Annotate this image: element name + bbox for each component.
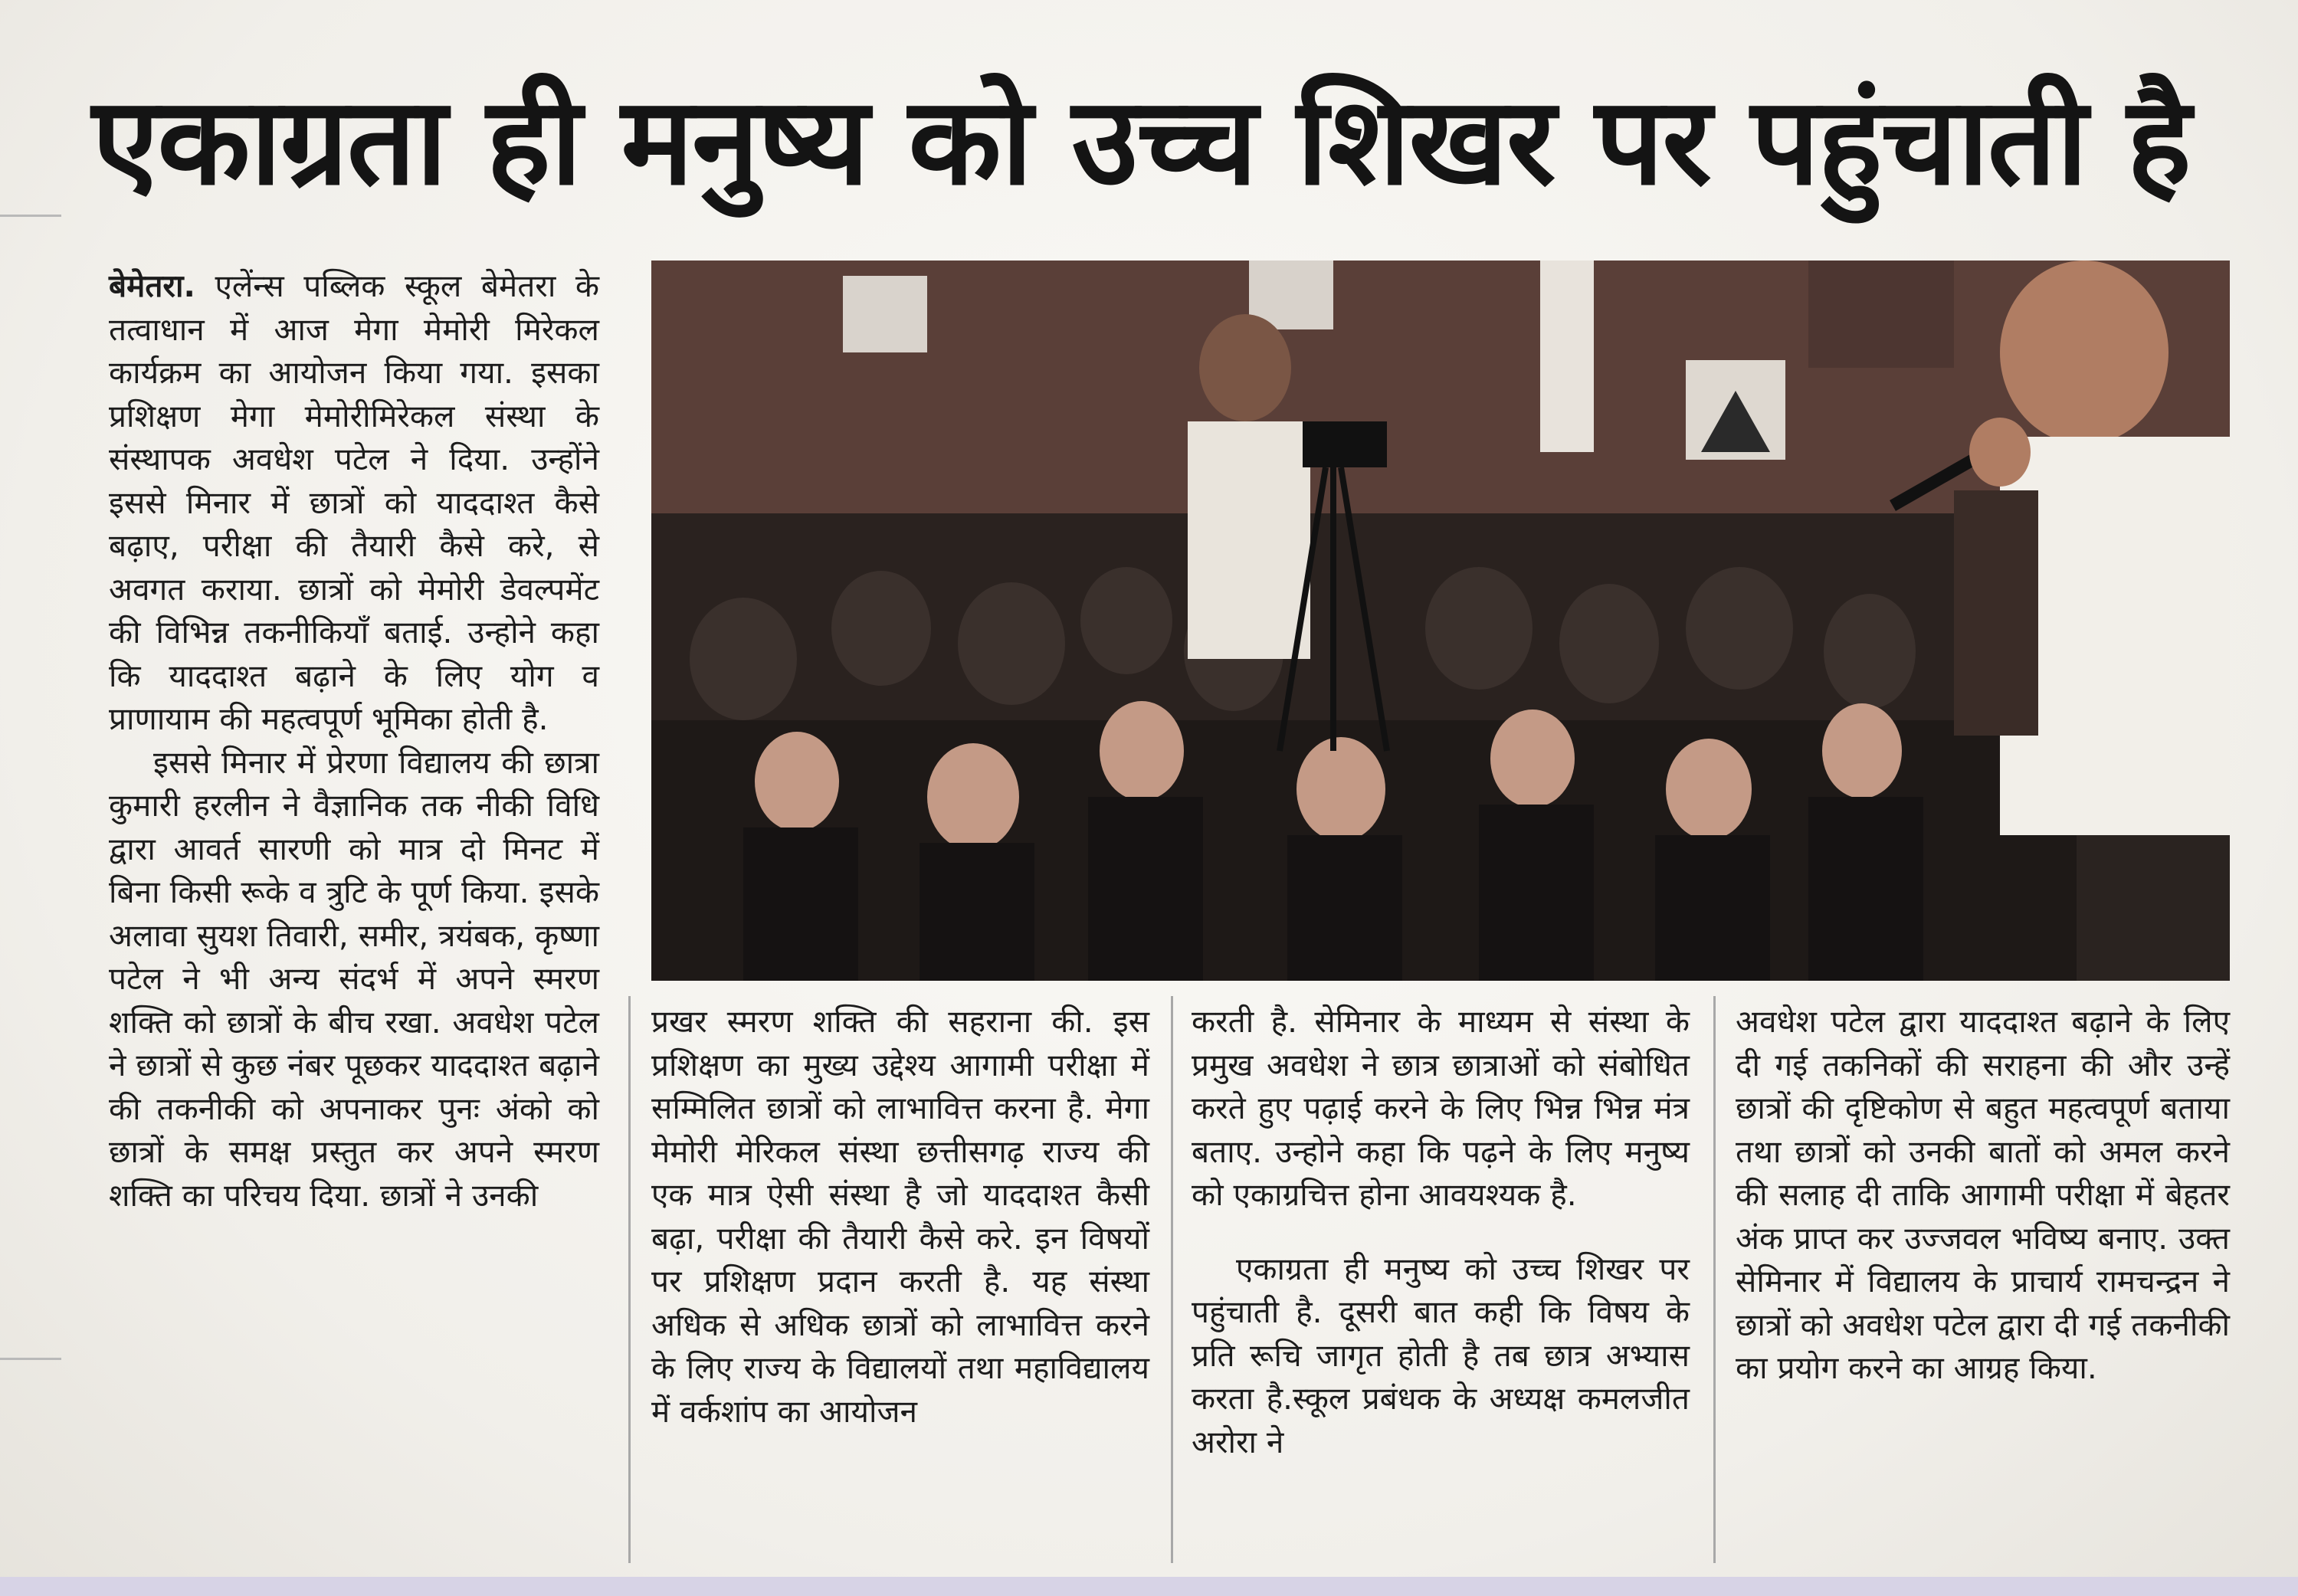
- headline: एकाग्रता ही मनुष्य को उच्च शिखर पर पहुंचाती है: [92, 71, 2190, 212]
- article-column-2: [651, 1000, 1149, 1567]
- column-rule: [1171, 996, 1173, 1563]
- paragraph-6: अवधेश पटेल द्वारा याददाश्त बढ़ाने के लिए दी गई तकनिकों की सराहना की और उन्हें छात्रों की दृष्टिकोण से बहुत महत्वपूर्ण बताया तथा छात्रों को उनकी बातों को अमल करने की सलाह दी ताकि आगामी परीक्षा में बेहतर अंक प्राप्त कर उज्जवल भविष्य बनाए. उक्त सेमिनार में विद्यालय के प्राचार्य रामचन्द्रन ने छात्रों को अवधेश पटेल द्वारा दी गई तकनीकी का प्रयोग करने का आग्रह किया.: [1736, 1003, 2230, 1386]
- article-column-4: [1736, 1000, 2230, 1567]
- paragraph-4: करती है. सेमिनार के माध्यम से संस्था के प्रमुख अवधेश ने छात्र छात्राओं को संबोधित करते हुए पढ़ाई करने के लिए भिन्न भिन्न मंत्र बताए. उन्होने कहा कि पढ़ने के लिए मनुष्य को एकाग्रचित्त होना आवयश्यक है.: [1192, 1003, 1690, 1213]
- margin-tick: [0, 1358, 61, 1360]
- dateline: बेमेतरा.: [109, 267, 195, 304]
- article-column-3: [1192, 1000, 1690, 1567]
- paragraph-2: इससे मिनार में प्रेरणा विद्यालय की छात्रा कुमारी हरलीन ने वैज्ञानिक तक नीकी विधि द्वारा आवर्त सारणी को मात्र दो मिनट में बिना किसी रूके व त्रुटि के पूर्ण किया. इसके अलावा सुयश तिवारी, समीर, त्रयंबक, कृष्णा पटेल ने भी अन्य संदर्भ में अपने स्मरण शक्ति को छात्रों के बीच रखा. अवधेश पटेल ने छात्रों से कुछ नंबर पूछकर याददाश्त बढ़ाने की तकनीकी को अपनाकर पुनः अंको को छात्रों के समक्ष प्रस्तुत कर अपने स्मरण शक्ति का परिचय दिया. छात्रों ने उनकी: [109, 743, 599, 1214]
- column-rule: [1713, 996, 1716, 1563]
- seminar-photo-illustration: [651, 261, 2230, 981]
- paragraph-1-text: एलेंन्स पब्लिक स्कूल बेमेतरा के तत्वाधान में आज मेगा मेमोरी मिरेकल कार्यक्रम का आयोजन किया गया. इसका प्रशिक्षण मेगा मेमोरीमिरेकल संस्था के संस्थापक अवधेश पटेल ने दिया. उन्होंने इससे मिनार में छात्रों को याददाश्त कैसे बढ़ाए, परीक्षा की तैयारी कैसे करे, से अवगत कराया. छात्रों को मेमोरी डेवल्पमेंट की विभिन्न तकनीकियाँ बताई. उन्होने कहा कि याददाश्त बढ़ाने के लिए योग व प्राणायाम की महत्वपूर्ण भूमिका होती है.: [109, 267, 599, 737]
- seminar-photo: [651, 261, 2230, 981]
- margin-tick: [0, 215, 61, 217]
- article-column-1: [109, 264, 599, 1567]
- bottom-edge: [0, 1577, 2298, 1596]
- paragraph-1: [109, 264, 599, 741]
- paragraph-5: एकाग्रता ही मनुष्य को उच्च शिखर पर पहुंचाती है. दूसरी बात कही कि विषय के प्रति रूचि जागृत होती है तब छात्र अभ्यास करता है.स्कूल प्रबंधक के अध्यक्ष कमलजीत अरोरा ने: [1192, 1250, 1690, 1460]
- paragraph-3: प्रखर स्मरण शक्ति की सहराना की. इस प्रशिक्षण का मुख्य उद्देश्य आगामी परीक्षा में सम्मिलित छात्रों को लाभावित्त करना है. मेगा मेमोरी मेरिकल संस्था छत्तीसगढ़ राज्य की एक मात्र ऐसी संस्था है जो याददाश्त कैसी बढ़ा, परीक्षा की तैयारी कैसे करे. इन विषयों पर प्रशिक्षण प्रदान करती है. यह संस्था अधिक से अधिक छात्रों को लाभावित्त करने के लिए राज्य के विद्यालयों तथा महाविद्यालय में वर्कशांप का आयोजन: [651, 1003, 1149, 1430]
- column-rule: [628, 996, 631, 1563]
